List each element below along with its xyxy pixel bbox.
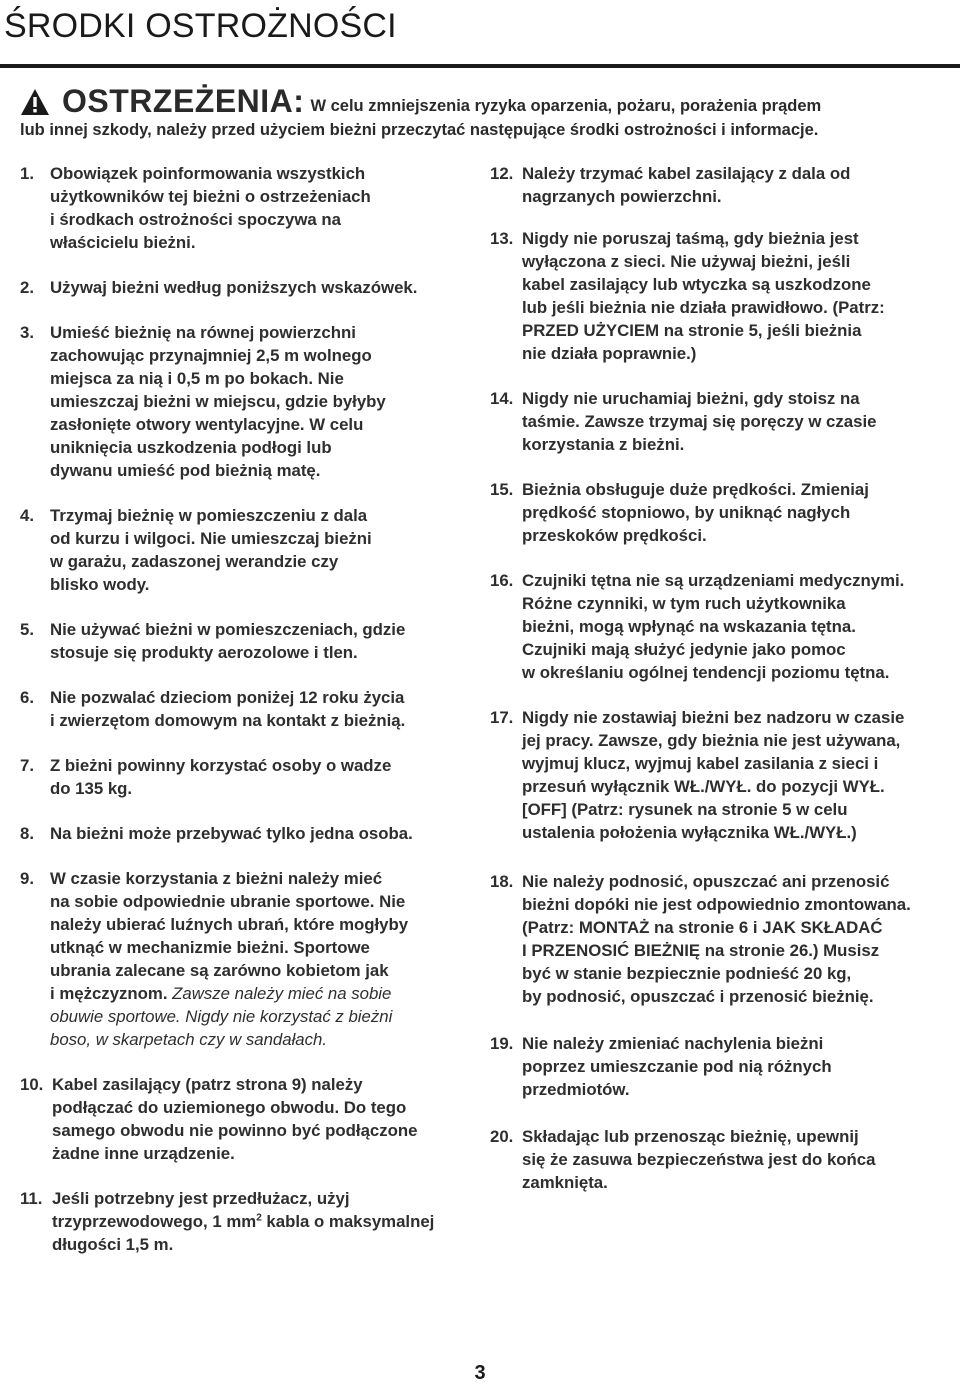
item-number: 11. xyxy=(20,1189,43,1208)
list-item xyxy=(20,321,465,482)
item-text: Nie używać bieżni w pomieszczeniach, gdzie xyxy=(50,620,406,639)
item-text: samego obwodu nie powinno być podłączone xyxy=(52,1121,418,1140)
list-item xyxy=(490,478,950,547)
item-text: Na bieżni może przebywać tylko jedna osoba. xyxy=(50,824,413,843)
item-text: Czujniki mają służyć jedynie jako pomoc xyxy=(522,640,846,659)
item-text: PRZED UŻYCIEM na stronie 5, jeśli bieżnia xyxy=(522,321,862,340)
item-number: 9. xyxy=(20,869,34,888)
item-text: utknąć w mechanizmie bieżni. Sportowe xyxy=(50,938,370,957)
item-text: (Patrz: MONTAŻ na stronie 6 i JAK SKŁADAĆ xyxy=(522,918,883,937)
list-item xyxy=(20,618,465,664)
item-number: 19. xyxy=(490,1034,514,1053)
list-item xyxy=(490,569,950,684)
warning-text-line1: W celu zmniejszenia ryzyka oparzenia, pożaru, porażenia prądem xyxy=(310,97,822,115)
item-text: lub jeśli bieżnia nie działa prawidłowo. (Patrz: xyxy=(522,298,885,317)
list-item xyxy=(490,1032,950,1101)
item-number: 1. xyxy=(20,164,34,183)
item-text: zachowując przynajmniej 2,5 m wolnego xyxy=(50,346,372,365)
item-text: Jeśli potrzebny jest przedłużacz, użyj xyxy=(52,1189,350,1208)
item-text: Używaj bieżni według poniższych wskazówek. xyxy=(50,278,418,297)
item-text: miejsca za nią i 0,5 m po bokach. Nie xyxy=(50,369,344,388)
item-text: Umieść bieżnię na równej powierzchni xyxy=(50,323,356,342)
item-text: do 135 kg. xyxy=(50,779,133,798)
item-text: długości 1,5 m. xyxy=(52,1235,174,1254)
item-text: właścicielu bieżni. xyxy=(50,233,196,252)
item-text: dywanu umieść pod bieżnią matę. xyxy=(50,461,321,480)
item-text: Kabel zasilający (patrz strona 9) należy xyxy=(52,1075,363,1094)
list-item xyxy=(490,162,950,208)
item-text: blisko wody. xyxy=(50,575,150,594)
item-text: od kurzu i wilgoci. Nie umieszczaj bieżni xyxy=(50,529,372,548)
item-number: 7. xyxy=(20,756,34,775)
item-number: 2. xyxy=(20,278,34,297)
list-item xyxy=(20,504,465,596)
list-item xyxy=(490,1125,950,1194)
item-text: ubrania zalecane są zarówno kobietom jak xyxy=(50,961,389,980)
item-text: przesuń wyłącznik WŁ./WYŁ. do pozycji WYŁ. xyxy=(522,777,885,796)
item-text: przedmiotów. xyxy=(522,1080,630,1099)
item-text: być w stanie bezpiecznie podnieść 20 kg, xyxy=(522,964,852,983)
warning-box xyxy=(20,84,935,142)
item-number: 20. xyxy=(490,1127,514,1146)
list-item xyxy=(20,162,465,254)
item-text: W czasie korzystania z bieżni należy mieć xyxy=(50,869,383,888)
item-number: 15. xyxy=(490,480,514,499)
list-item xyxy=(20,754,465,800)
item-text-italic: Zawsze należy mieć na sobie xyxy=(167,984,392,1003)
item-number: 5. xyxy=(20,620,34,639)
item-text: Nigdy nie uruchamiaj bieżni, gdy stoisz na xyxy=(522,389,860,408)
item-number: 8. xyxy=(20,824,34,843)
item-text: Nie należy zmieniać nachylenia bieżni xyxy=(522,1034,824,1053)
list-item xyxy=(20,1187,465,1256)
item-text: w garażu, zadaszonej werandzie czy xyxy=(50,552,339,571)
item-text: korzystania z bieżni. xyxy=(522,435,685,454)
list-item xyxy=(490,227,950,365)
item-text: Bieżnia obsługuje duże prędkości. Zmieniaj xyxy=(522,480,869,499)
list-item xyxy=(20,822,465,845)
list-item xyxy=(490,870,950,1008)
warning-triangle-icon xyxy=(20,88,50,116)
list-item xyxy=(20,686,465,732)
item-text: i zwierzętom domowym na kontakt z bieżnią. xyxy=(50,711,406,730)
item-text: żadne inne urządzenie. xyxy=(52,1144,235,1163)
item-text: Trzymaj bieżnię w pomieszczeniu z dala xyxy=(50,506,368,525)
list-item xyxy=(20,276,465,299)
item-text: Z bieżni powinny korzystać osoby o wadze xyxy=(50,756,392,775)
item-text: by podnosić, opuszczać i przenosić bieżnię. xyxy=(522,987,874,1006)
item-text xyxy=(50,982,465,1005)
item-text: Nie pozwalać dzieciom poniżej 12 roku życia xyxy=(50,688,405,707)
item-text: bieżni dopóki nie jest odpowiednio zmontowana. xyxy=(522,895,911,914)
item-text: zasłonięte otwory wentylacyjne. W celu xyxy=(50,415,364,434)
page-title: ŚRODKI OSTROŻNOŚCI xyxy=(4,7,397,45)
item-text: kabel zasilający lub wtyczka są uszkodzone xyxy=(522,275,871,294)
item-text: i środkach ostrożności spoczywa na xyxy=(50,210,341,229)
list-item xyxy=(490,387,950,456)
item-text: Różne czynniki, w tym ruch użytkownika xyxy=(522,594,846,613)
item-number: 4. xyxy=(20,506,34,525)
item-text: bieżni, mogą wpłynąć na wskazania tętna. xyxy=(522,617,856,636)
item-text: nie działa poprawnie.) xyxy=(522,344,697,363)
title-divider xyxy=(0,64,960,68)
list-item xyxy=(20,867,465,1051)
item-text: Nigdy nie zostawiaj bieżni bez nadzoru w czasie xyxy=(522,708,905,727)
item-text: w określaniu ogólnej tendencji poziomu tętna. xyxy=(522,663,890,682)
item-number: 16. xyxy=(490,571,514,590)
item-text: poprzez umieszczanie pod nią różnych xyxy=(522,1057,832,1076)
item-text: I PRZENOSIĆ BIEŻNIĘ na stronie 26.) Musisz xyxy=(522,941,880,960)
item-text: Czujniki tętna nie są urządzeniami medycznymi. xyxy=(522,571,905,590)
item-number: 6. xyxy=(20,688,34,707)
item-text: taśmie. Zawsze trzymaj się poręczy w czasie xyxy=(522,412,877,431)
item-text: zamknięta. xyxy=(522,1173,608,1192)
warning-title: OSTRZEŻENIA: xyxy=(62,83,305,119)
item-number: 3. xyxy=(20,323,34,342)
item-text: uniknięcia uszkodzenia podłogi lub xyxy=(50,438,332,457)
item-text-italic: boso, w skarpetach czy w sandałach. xyxy=(50,1030,328,1049)
right-column xyxy=(490,162,950,1194)
item-number: 10. xyxy=(20,1075,44,1094)
item-text: nagrzanych powierzchni. xyxy=(522,187,722,206)
item-text: stosuje się produkty aerozolowe i tlen. xyxy=(50,643,358,662)
page-number: 3 xyxy=(474,1362,486,1384)
item-text: [OFF] (Patrz: rysunek na stronie 5 w celu xyxy=(522,800,848,819)
list-item xyxy=(490,706,950,844)
item-number: 13. xyxy=(490,229,514,248)
item-text: podłączać do uziemionego obwodu. Do tego xyxy=(52,1098,407,1117)
item-text: użytkowników tej bieżni o ostrzeżeniach xyxy=(50,187,371,206)
item-text: Obowiązek poinformowania wszystkich xyxy=(50,164,366,183)
item-text: trzyprzewodowego, 1 $mm^2$ kabla o maksymalnej xyxy=(52,1212,435,1231)
item-text: jej pracy. Zawsze, gdy bieżnia nie jest używana, xyxy=(522,731,901,750)
item-text: Należy trzymać kabel zasilający z dala od xyxy=(522,164,851,183)
item-text-bold: i mężczyznom. xyxy=(50,984,168,1003)
item-text: Nie należy podnosić, opuszczać ani przenosić xyxy=(522,872,890,891)
item-number: 18. xyxy=(490,872,514,891)
item-text: wyłączona z sieci. Nie używaj bieżni, jeśli xyxy=(522,252,851,271)
item-number: 17. xyxy=(490,708,514,727)
item-number: 14. xyxy=(490,389,514,408)
item-text: Nigdy nie poruszaj taśmą, gdy bieżnia jest xyxy=(522,229,859,248)
item-text: na sobie odpowiednie ubranie sportowe. Nie xyxy=(50,892,406,911)
item-text: umieszczaj bieżni w miejscu, gdzie byłyby xyxy=(50,392,386,411)
left-column xyxy=(20,162,465,1256)
warning-text-line2: lub innej szkody, należy przed użyciem bieżni przeczytać następujące środki ostrożności i informacje. xyxy=(20,121,819,139)
item-text: przeskoków prędkości. xyxy=(522,526,707,545)
list-item xyxy=(20,1073,465,1165)
item-text-italic: obuwie sportowe. Nigdy nie korzystać z bieżni xyxy=(50,1007,393,1026)
item-text: ustalenia położenia wyłącznika WŁ./WYŁ.) xyxy=(522,823,857,842)
item-text: należy ubierać luźnych ubrań, które mogłyby xyxy=(50,915,409,934)
item-text: Składając lub przenosząc bieżnię, upewnij xyxy=(522,1127,859,1146)
item-text: prędkość stopniowo, by uniknąć nagłych xyxy=(522,503,851,522)
item-text: się że zasuwa bezpieczeństwa jest do końca xyxy=(522,1150,876,1169)
item-text: wyjmuj klucz, wyjmuj kabel zasilania z sieci i xyxy=(522,754,879,773)
item-number: 12. xyxy=(490,164,514,183)
